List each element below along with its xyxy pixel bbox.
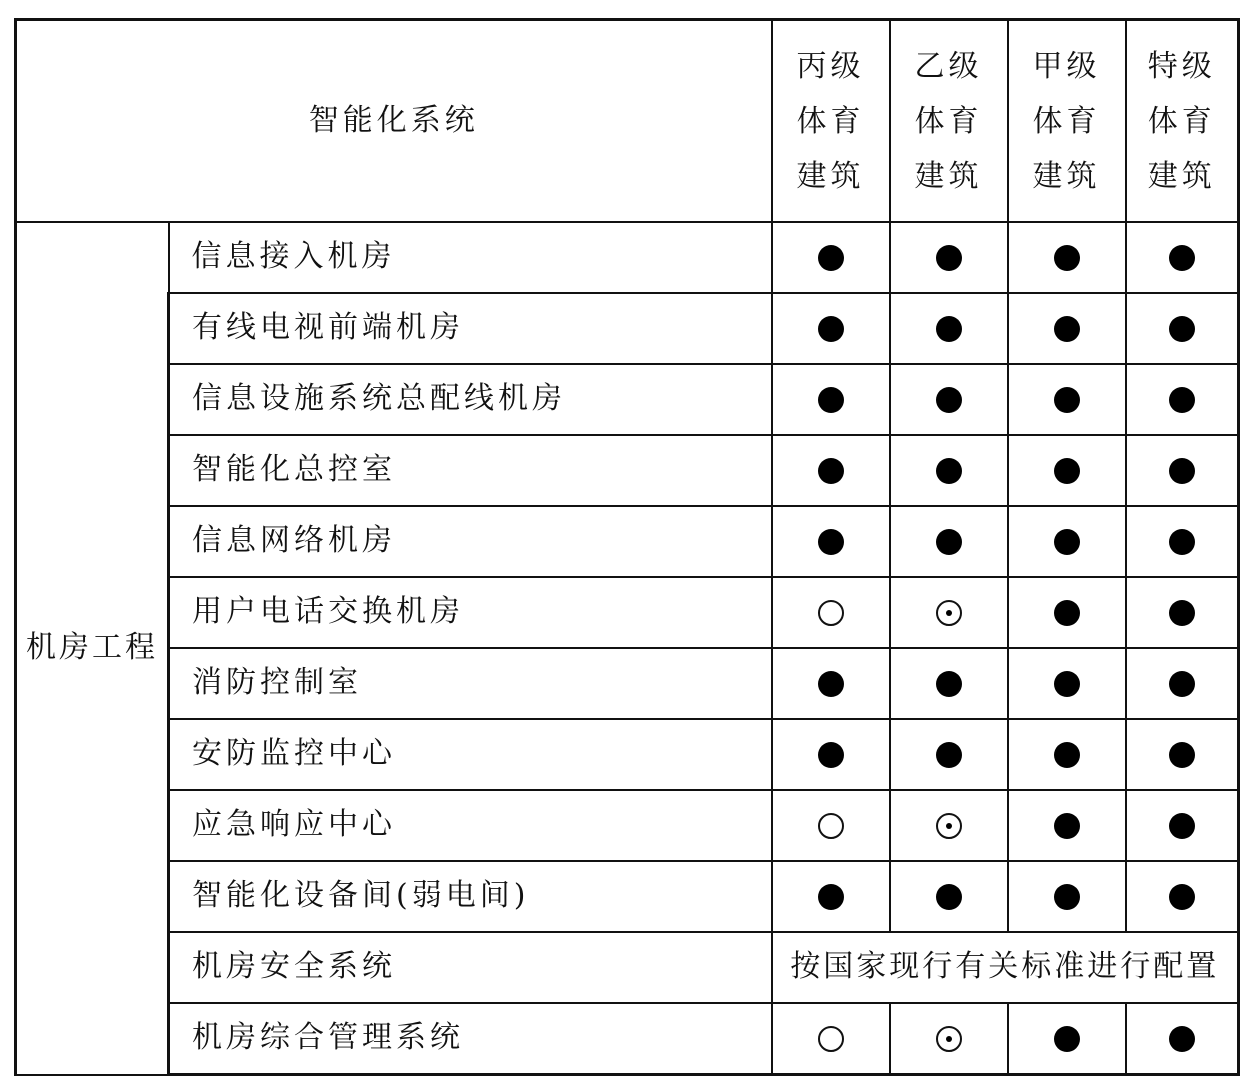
mark-cell [1126, 293, 1239, 364]
row-label: 信息接入机房 [169, 222, 772, 293]
mark-cell [1126, 719, 1239, 790]
filled-circle-mark [1169, 316, 1195, 342]
dot-circle-mark [936, 813, 962, 839]
empty-circle-mark [818, 813, 844, 839]
table-row [16, 293, 1239, 364]
mark-cell [1126, 435, 1239, 506]
table-row [16, 364, 1239, 435]
filled-circle-mark [1169, 458, 1195, 484]
header-col-te: 特级 体育 建筑 [1126, 20, 1239, 223]
mark-cell [772, 577, 890, 648]
dot-circle-mark [936, 1026, 962, 1052]
mark-cell [1008, 293, 1126, 364]
mark-cell [1008, 506, 1126, 577]
dot-circle-mark [936, 600, 962, 626]
mark-cell [890, 790, 1008, 861]
group-label: 机房工程 [16, 222, 169, 1075]
mark-cell [890, 577, 1008, 648]
header-col-yi: 乙级 体育 建筑 [890, 20, 1008, 223]
mark-cell [890, 435, 1008, 506]
filled-circle-mark [818, 387, 844, 413]
row-label: 安防监控中心 [169, 719, 772, 790]
filled-circle-mark [818, 671, 844, 697]
filled-circle-mark [1054, 742, 1080, 768]
mark-cell [1008, 1003, 1126, 1075]
mark-cell [1008, 435, 1126, 506]
filled-circle-mark [818, 529, 844, 555]
row-label: 智能化总控室 [169, 435, 772, 506]
row-label: 信息网络机房 [169, 506, 772, 577]
header-system-label: 智能化系统 [16, 20, 772, 223]
table-row [16, 1003, 1239, 1075]
mark-cell [1008, 719, 1126, 790]
mark-cell [890, 1003, 1008, 1075]
mark-cell [890, 364, 1008, 435]
mark-cell [890, 222, 1008, 293]
filled-circle-mark [1169, 671, 1195, 697]
filled-circle-mark [1169, 813, 1195, 839]
mark-cell [1126, 1003, 1239, 1075]
filled-circle-mark [1169, 1026, 1195, 1052]
mark-cell [772, 648, 890, 719]
mark-cell [772, 790, 890, 861]
filled-circle-mark [936, 671, 962, 697]
filled-circle-mark [1169, 742, 1195, 768]
filled-circle-mark [818, 316, 844, 342]
header-col-jia: 甲级 体育 建筑 [1008, 20, 1126, 223]
table-row [16, 861, 1239, 932]
header-row [16, 20, 1239, 223]
row-label: 消防控制室 [169, 648, 772, 719]
filled-circle-mark [1054, 458, 1080, 484]
mark-cell [772, 861, 890, 932]
filled-circle-mark [936, 245, 962, 271]
filled-circle-mark [818, 245, 844, 271]
mark-cell [1008, 364, 1126, 435]
row-label: 机房综合管理系统 [169, 1003, 772, 1075]
filled-circle-mark [936, 884, 962, 910]
mark-cell [772, 435, 890, 506]
row-label: 有线电视前端机房 [169, 293, 772, 364]
filled-circle-mark [1054, 529, 1080, 555]
mark-cell [890, 506, 1008, 577]
mark-cell [772, 364, 890, 435]
filled-circle-mark [1054, 316, 1080, 342]
table-row [16, 648, 1239, 719]
mark-cell [772, 506, 890, 577]
mark-cell [1008, 648, 1126, 719]
empty-circle-mark [818, 1026, 844, 1052]
filled-circle-mark [936, 458, 962, 484]
filled-circle-mark [936, 316, 962, 342]
mark-cell [772, 293, 890, 364]
mark-cell [890, 719, 1008, 790]
row-label: 智能化设备间(弱电间) [169, 861, 772, 932]
filled-circle-mark [1169, 884, 1195, 910]
filled-circle-mark [818, 884, 844, 910]
mark-cell [1126, 648, 1239, 719]
table-row [16, 506, 1239, 577]
mark-cell [1126, 222, 1239, 293]
smart-system-table [14, 18, 1240, 1076]
mark-cell [772, 1003, 890, 1075]
table-row [16, 435, 1239, 506]
mark-cell [1126, 506, 1239, 577]
row-label: 用户电话交换机房 [169, 577, 772, 648]
table-row [16, 222, 1239, 293]
mark-cell [1126, 577, 1239, 648]
filled-circle-mark [1169, 387, 1195, 413]
row-note: 按国家现行有关标准进行配置 [772, 932, 1239, 1003]
header-col-bing: 丙级 体育 建筑 [772, 20, 890, 223]
mark-cell [1008, 790, 1126, 861]
filled-circle-mark [818, 458, 844, 484]
mark-cell [772, 719, 890, 790]
mark-cell [1008, 222, 1126, 293]
mark-cell [1126, 364, 1239, 435]
filled-circle-mark [1054, 671, 1080, 697]
mark-cell [1126, 790, 1239, 861]
filled-circle-mark [1054, 600, 1080, 626]
table-row [16, 577, 1239, 648]
filled-circle-mark [1054, 387, 1080, 413]
filled-circle-mark [1054, 1026, 1080, 1052]
filled-circle-mark [936, 387, 962, 413]
filled-circle-mark [1169, 245, 1195, 271]
row-label: 信息设施系统总配线机房 [169, 364, 772, 435]
filled-circle-mark [1054, 884, 1080, 910]
row-label: 应急响应中心 [169, 790, 772, 861]
filled-circle-mark [936, 742, 962, 768]
row-label: 机房安全系统 [169, 932, 772, 1003]
table-row [16, 790, 1239, 861]
table-row [16, 719, 1239, 790]
filled-circle-mark [1169, 600, 1195, 626]
mark-cell [890, 648, 1008, 719]
mark-cell [1126, 861, 1239, 932]
mark-cell [890, 861, 1008, 932]
mark-cell [890, 293, 1008, 364]
filled-circle-mark [1054, 245, 1080, 271]
mark-cell [1008, 861, 1126, 932]
filled-circle-mark [1169, 529, 1195, 555]
filled-circle-mark [936, 529, 962, 555]
filled-circle-mark [818, 742, 844, 768]
filled-circle-mark [1054, 813, 1080, 839]
mark-cell [772, 222, 890, 293]
mark-cell [1008, 577, 1126, 648]
table-row [16, 932, 1239, 1003]
empty-circle-mark [818, 600, 844, 626]
